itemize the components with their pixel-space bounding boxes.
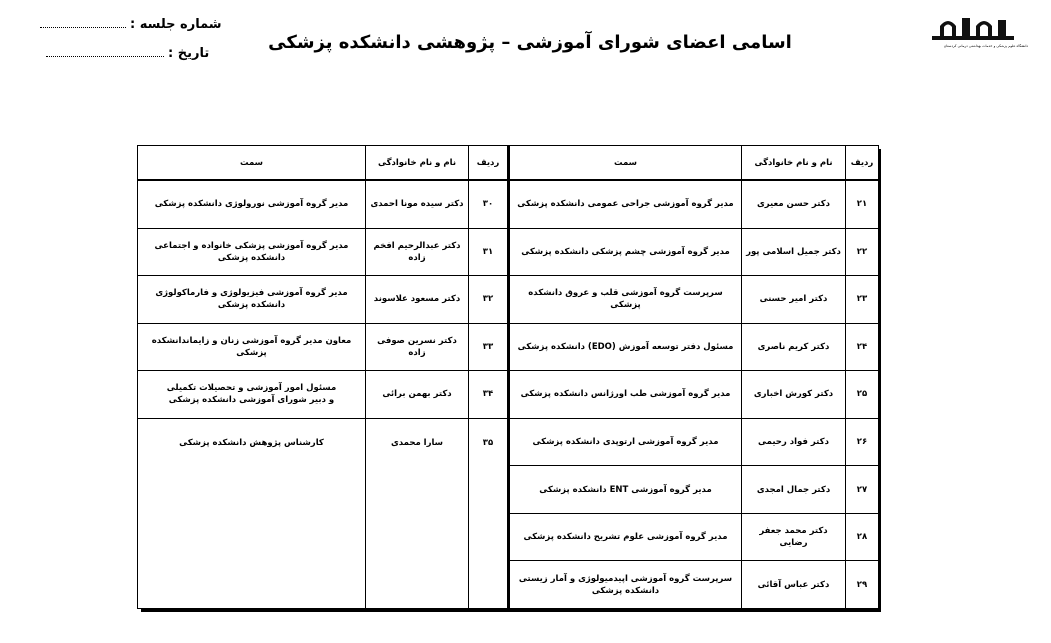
university-logo xyxy=(918,14,1028,64)
row-number: ۳۱ xyxy=(469,228,509,276)
member-position: سرپرست گروه آموزشی اپیدمیولوژی و آمار زیستی دانشکده پزشکی xyxy=(509,561,742,609)
row-number: ۳۴ xyxy=(469,371,509,419)
table-row xyxy=(138,418,879,466)
date-blank xyxy=(46,47,164,57)
member-position-multiline xyxy=(138,371,366,419)
member-name: دکتر سیده مونا احمدی xyxy=(366,180,469,228)
row-number: ۳۲ xyxy=(469,276,509,324)
row-number: ۳۵ xyxy=(469,418,509,608)
member-position: مسئول دفتر توسعه آموزش (EDO) دانشکده پزشکی xyxy=(509,323,742,371)
row-number: ۲۵ xyxy=(846,371,879,419)
member-position: مدیر گروه آموزشی ENT دانشکده پزشکی xyxy=(509,466,742,514)
row-number: ۲۹ xyxy=(846,561,879,609)
member-position: سرپرست گروه آموزشی قلب و عروق دانشکده پزشکی xyxy=(509,276,742,324)
row-number: ۳۳ xyxy=(469,323,509,371)
member-name: دکتر نسرین صوفی زاده xyxy=(366,323,469,371)
date-field xyxy=(46,46,209,61)
member-position: مدیر گروه آموزشی نورولوژی دانشکده پزشکی xyxy=(138,180,366,228)
member-name: دکتر فواد رحیمی xyxy=(742,418,846,466)
header-position: سمت xyxy=(509,146,742,181)
member-name: دکتر حسن معیری xyxy=(742,180,846,228)
row-number: ۲۲ xyxy=(846,228,879,276)
university-logo-icon xyxy=(918,14,1028,44)
members-table-wrapper xyxy=(137,145,881,612)
member-position: مدیر گروه آموزشی طب اورژانس دانشکده پزشکی xyxy=(509,371,742,419)
row-number: ۲۱ xyxy=(846,180,879,228)
logo-caption: دانشگاه علوم پزشکی و خدمات بهداشتی درمانی کردستان xyxy=(943,44,1028,48)
session-number-label: شماره جلسه : xyxy=(130,17,222,32)
member-position: مدیر گروه آموزشی علوم تشریح دانشکده پزشکی xyxy=(509,513,742,561)
member-name: سارا محمدی xyxy=(366,418,469,608)
member-name: دکتر کورش اخباری xyxy=(742,371,846,419)
member-name: دکتر جمال امجدی xyxy=(742,466,846,514)
member-name: دکتر عبدالرحیم افخم زاده xyxy=(366,228,469,276)
row-number: ۳۰ xyxy=(469,180,509,228)
member-position-line: و دبیر شورای آموزشی دانشکده پزشکی xyxy=(168,395,335,406)
header-name: نام و نام خانوادگی xyxy=(742,146,846,181)
member-name: دکتر جمیل اسلامی پور xyxy=(742,228,846,276)
member-name: دکتر کریم ناصری xyxy=(742,323,846,371)
row-number: ۲۷ xyxy=(846,466,879,514)
member-position: مدیر گروه آموزشی ارتوپدی دانشکده پزشکی xyxy=(509,418,742,466)
row-number: ۲۶ xyxy=(846,418,879,466)
page-title: اسامی اعضای شورای آموزشی – پژوهشی دانشکده پزشکی xyxy=(268,32,792,53)
header-name: نام و نام خانوادگی xyxy=(366,146,469,181)
row-number: ۲۴ xyxy=(846,323,879,371)
members-table xyxy=(137,145,879,609)
member-position: مدیر گروه آموزشی فیزیولوژی و فارماکولوژی دانشکده پزشکی xyxy=(138,276,366,324)
member-position: مدیر گروه آموزشی پزشکی خانواده و اجتماعی دانشکده پزشکی xyxy=(138,228,366,276)
member-position: مدیر گروه آموزشی جراحی عمومی دانشکده پزشکی xyxy=(509,180,742,228)
date-label: تاریخ : xyxy=(168,46,210,61)
row-number: ۲۸ xyxy=(846,513,879,561)
session-number-blank xyxy=(40,18,126,28)
member-name: دکتر مسعود علاسوند xyxy=(366,276,469,324)
member-position-line: مسئول امور آموزشی و تحصیلات تکمیلی xyxy=(166,383,337,394)
table-row xyxy=(138,371,879,419)
table-row xyxy=(138,180,879,228)
header-position: سمت xyxy=(138,146,366,181)
header-row-number: ردیف xyxy=(846,146,879,181)
member-name: دکتر بهمن برائی xyxy=(366,371,469,419)
member-name: دکتر محمد جعفر رضایی xyxy=(742,513,846,561)
row-number: ۲۳ xyxy=(846,276,879,324)
header-row-number: ردیف xyxy=(469,146,509,181)
member-position: مدیر گروه آموزشی چشم پزشکی دانشکده پزشکی xyxy=(509,228,742,276)
table-row xyxy=(138,323,879,371)
member-position: معاون مدیر گروه آموزشی زنان و زایماندانشکده پزشکی xyxy=(138,323,366,371)
member-name: دکتر عباس آقائی xyxy=(742,561,846,609)
member-position: کارشناس پژوهش دانشکده پزشکی xyxy=(138,418,366,608)
table-row xyxy=(138,276,879,324)
member-name: دکتر امیر حسنی xyxy=(742,276,846,324)
table-header-row xyxy=(138,146,879,181)
table-row xyxy=(138,228,879,276)
session-number-field xyxy=(40,17,222,32)
